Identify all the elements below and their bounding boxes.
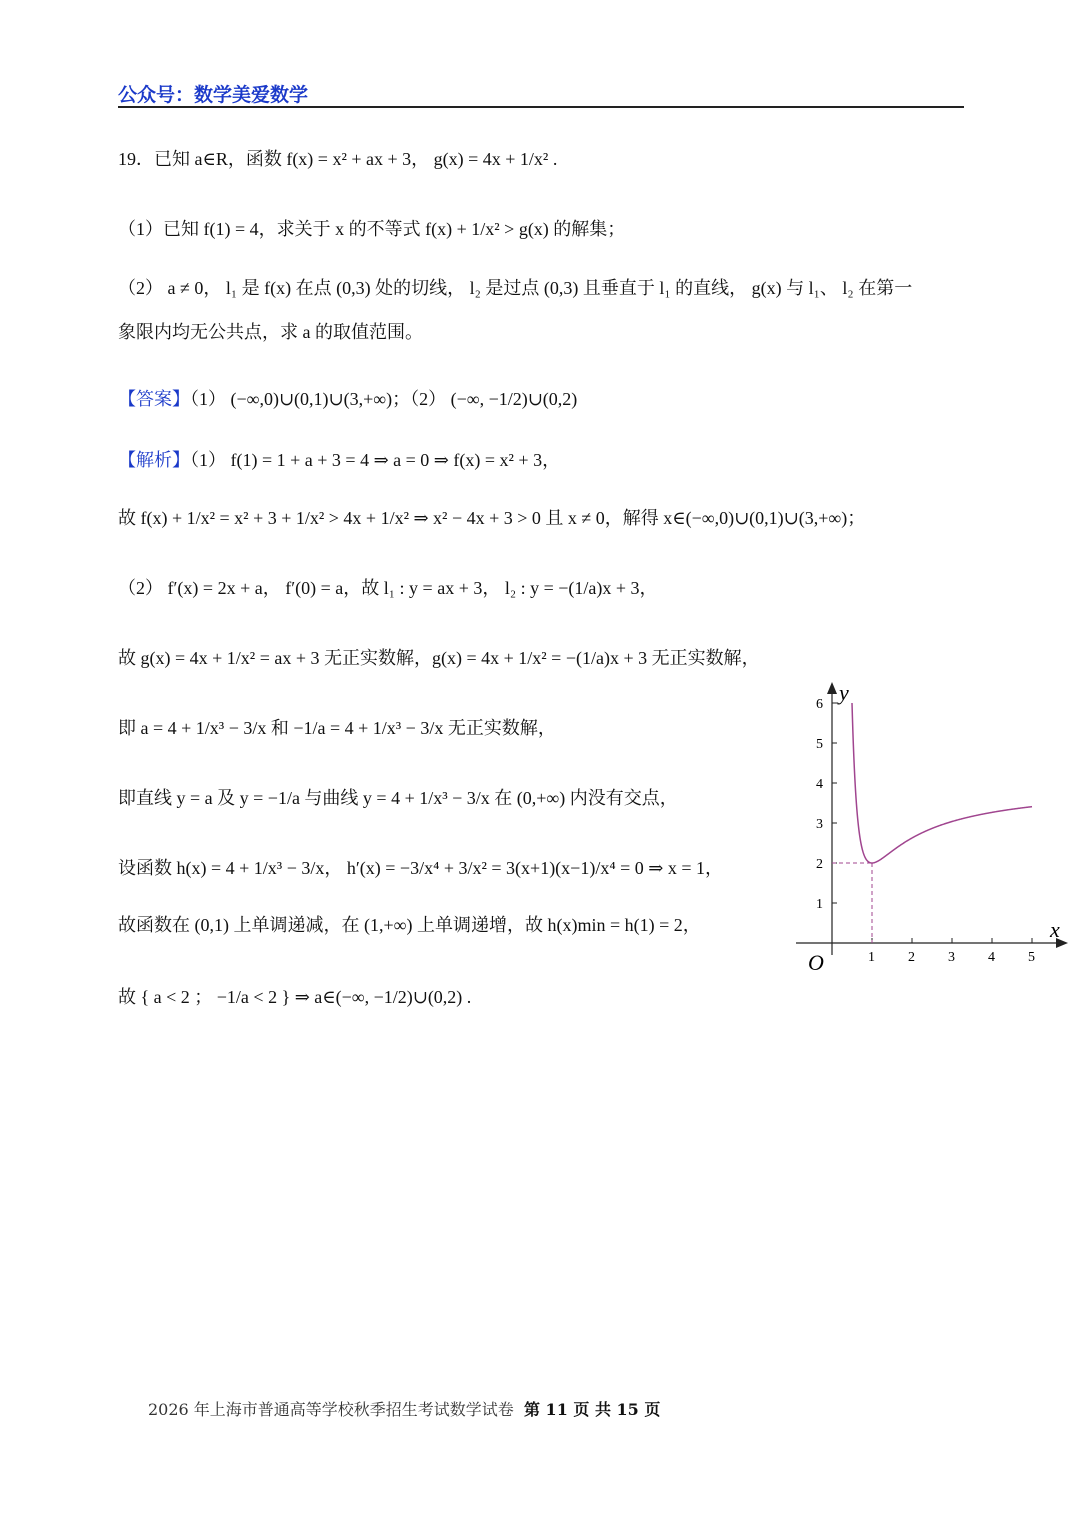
y-tick-label: 3 xyxy=(816,817,823,832)
header-title: 公众号：数学美爱数学 xyxy=(118,84,309,106)
y-tick-label: 6 xyxy=(816,697,823,712)
solution-line-8: 故函数在 (0,1) 上单调递减，在 (1,+∞) 上单调递增，故 h(x)min = h(1) = 2， xyxy=(118,915,701,935)
solution-line-3: （2） f′(x) = 2x + a， f′(0) = a，故 l₁ : y = ax + 3， l₂ : y = −(1/a)x + 3， xyxy=(118,578,658,598)
x-tick-label: 3 xyxy=(948,950,955,965)
problem-part1: （1）已知 f(1) = 4，求关于 x 的不等式 f(x) + 1/x² > g(x) 的解集； xyxy=(118,219,626,239)
problem-stem: 19．已知 a∈R，函数 f(x) = x² + ax + 3， g(x) = 4x + 1/x² . xyxy=(118,149,558,169)
y-axis-label: y xyxy=(839,680,849,705)
origin-label: O xyxy=(808,950,824,975)
solution-tag: 【解析】 xyxy=(118,450,190,470)
x-tick-label: 4 xyxy=(988,950,995,965)
y-axis-arrow xyxy=(827,682,837,694)
x-tick-label: 5 xyxy=(1028,950,1035,965)
solution-line-2: 故 f(x) + 1/x² = x² + 3 + 1/x² > 4x + 1/x² ⇒ x² − 4x + 3 > 0 且 x ≠ 0，解得 x∈(−∞,0)∪(0,1)∪(3,+∞)； xyxy=(118,508,866,528)
problem-part2-line1: （2） a ≠ 0， l₁ 是 f(x) 在点 (0,3) 处的切线， l₂ 是过点 (0,3) 且垂直于 l₁ 的直线， g(x) 与 l₁、 l₂ 在第一 xyxy=(118,278,913,298)
x-tick-label: 2 xyxy=(908,950,915,965)
solution-line-7: 设函数 h(x) = 4 + 1/x³ − 3/x， h′(x) = −3/x⁴ + 3/x² = 3(x+1)(x−1)/x⁴ = 0 ⇒ x = 1， xyxy=(118,858,723,878)
answer-text: （1） (−∞,0)∪(0,1)∪(3,+∞)；（2） (−∞, −1/2)∪(0,2) xyxy=(190,389,578,409)
axis-ticks xyxy=(832,703,1032,943)
footer-page: 第 11 页 共 15 页 xyxy=(523,1400,661,1419)
function-graph xyxy=(788,680,1078,980)
answer-line xyxy=(118,387,577,411)
y-tick-label: 1 xyxy=(816,897,823,912)
solution-line-9: 故 { a < 2 ； −1/a < 2 } ⇒ a∈(−∞, −1/2)∪(0,2) . xyxy=(118,987,472,1007)
solution-text-1: （1） f(1) = 1 + a + 3 = 4 ⇒ a = 0 ⇒ f(x) = x² + 3， xyxy=(190,450,561,470)
x-axis-label: x xyxy=(1050,917,1060,942)
problem-part2-line2: 象限内均无公共点，求 a 的取值范围。 xyxy=(118,322,423,342)
answer-tag: 【答案】 xyxy=(118,389,190,409)
solution-line-6: 即直线 y = a 及 y = −1/a 与曲线 y = 4 + 1/x³ − 3/x 在 (0,+∞) 内没有交点， xyxy=(118,788,678,808)
y-tick-label: 5 xyxy=(816,737,823,752)
footer-exam: 2026 年上海市普通高等学校秋季招生考试数学试卷 xyxy=(148,1400,514,1419)
y-tick-label: 2 xyxy=(816,857,823,872)
solution-line-4: 故 g(x) = 4x + 1/x² = ax + 3 无正实数解，g(x) = 4x + 1/x² = −(1/a)x + 3 无正实数解， xyxy=(118,648,760,668)
header-divider xyxy=(118,106,964,108)
footer xyxy=(148,1397,660,1420)
y-tick-label: 4 xyxy=(816,777,823,792)
solution-line-5: 即 a = 4 + 1/x³ − 3/x 和 −1/a = 4 + 1/x³ − 3/x 无正实数解， xyxy=(118,718,556,738)
curve-h xyxy=(852,703,1032,863)
x-tick-label: 1 xyxy=(868,950,875,965)
solution-line-1 xyxy=(118,448,560,472)
